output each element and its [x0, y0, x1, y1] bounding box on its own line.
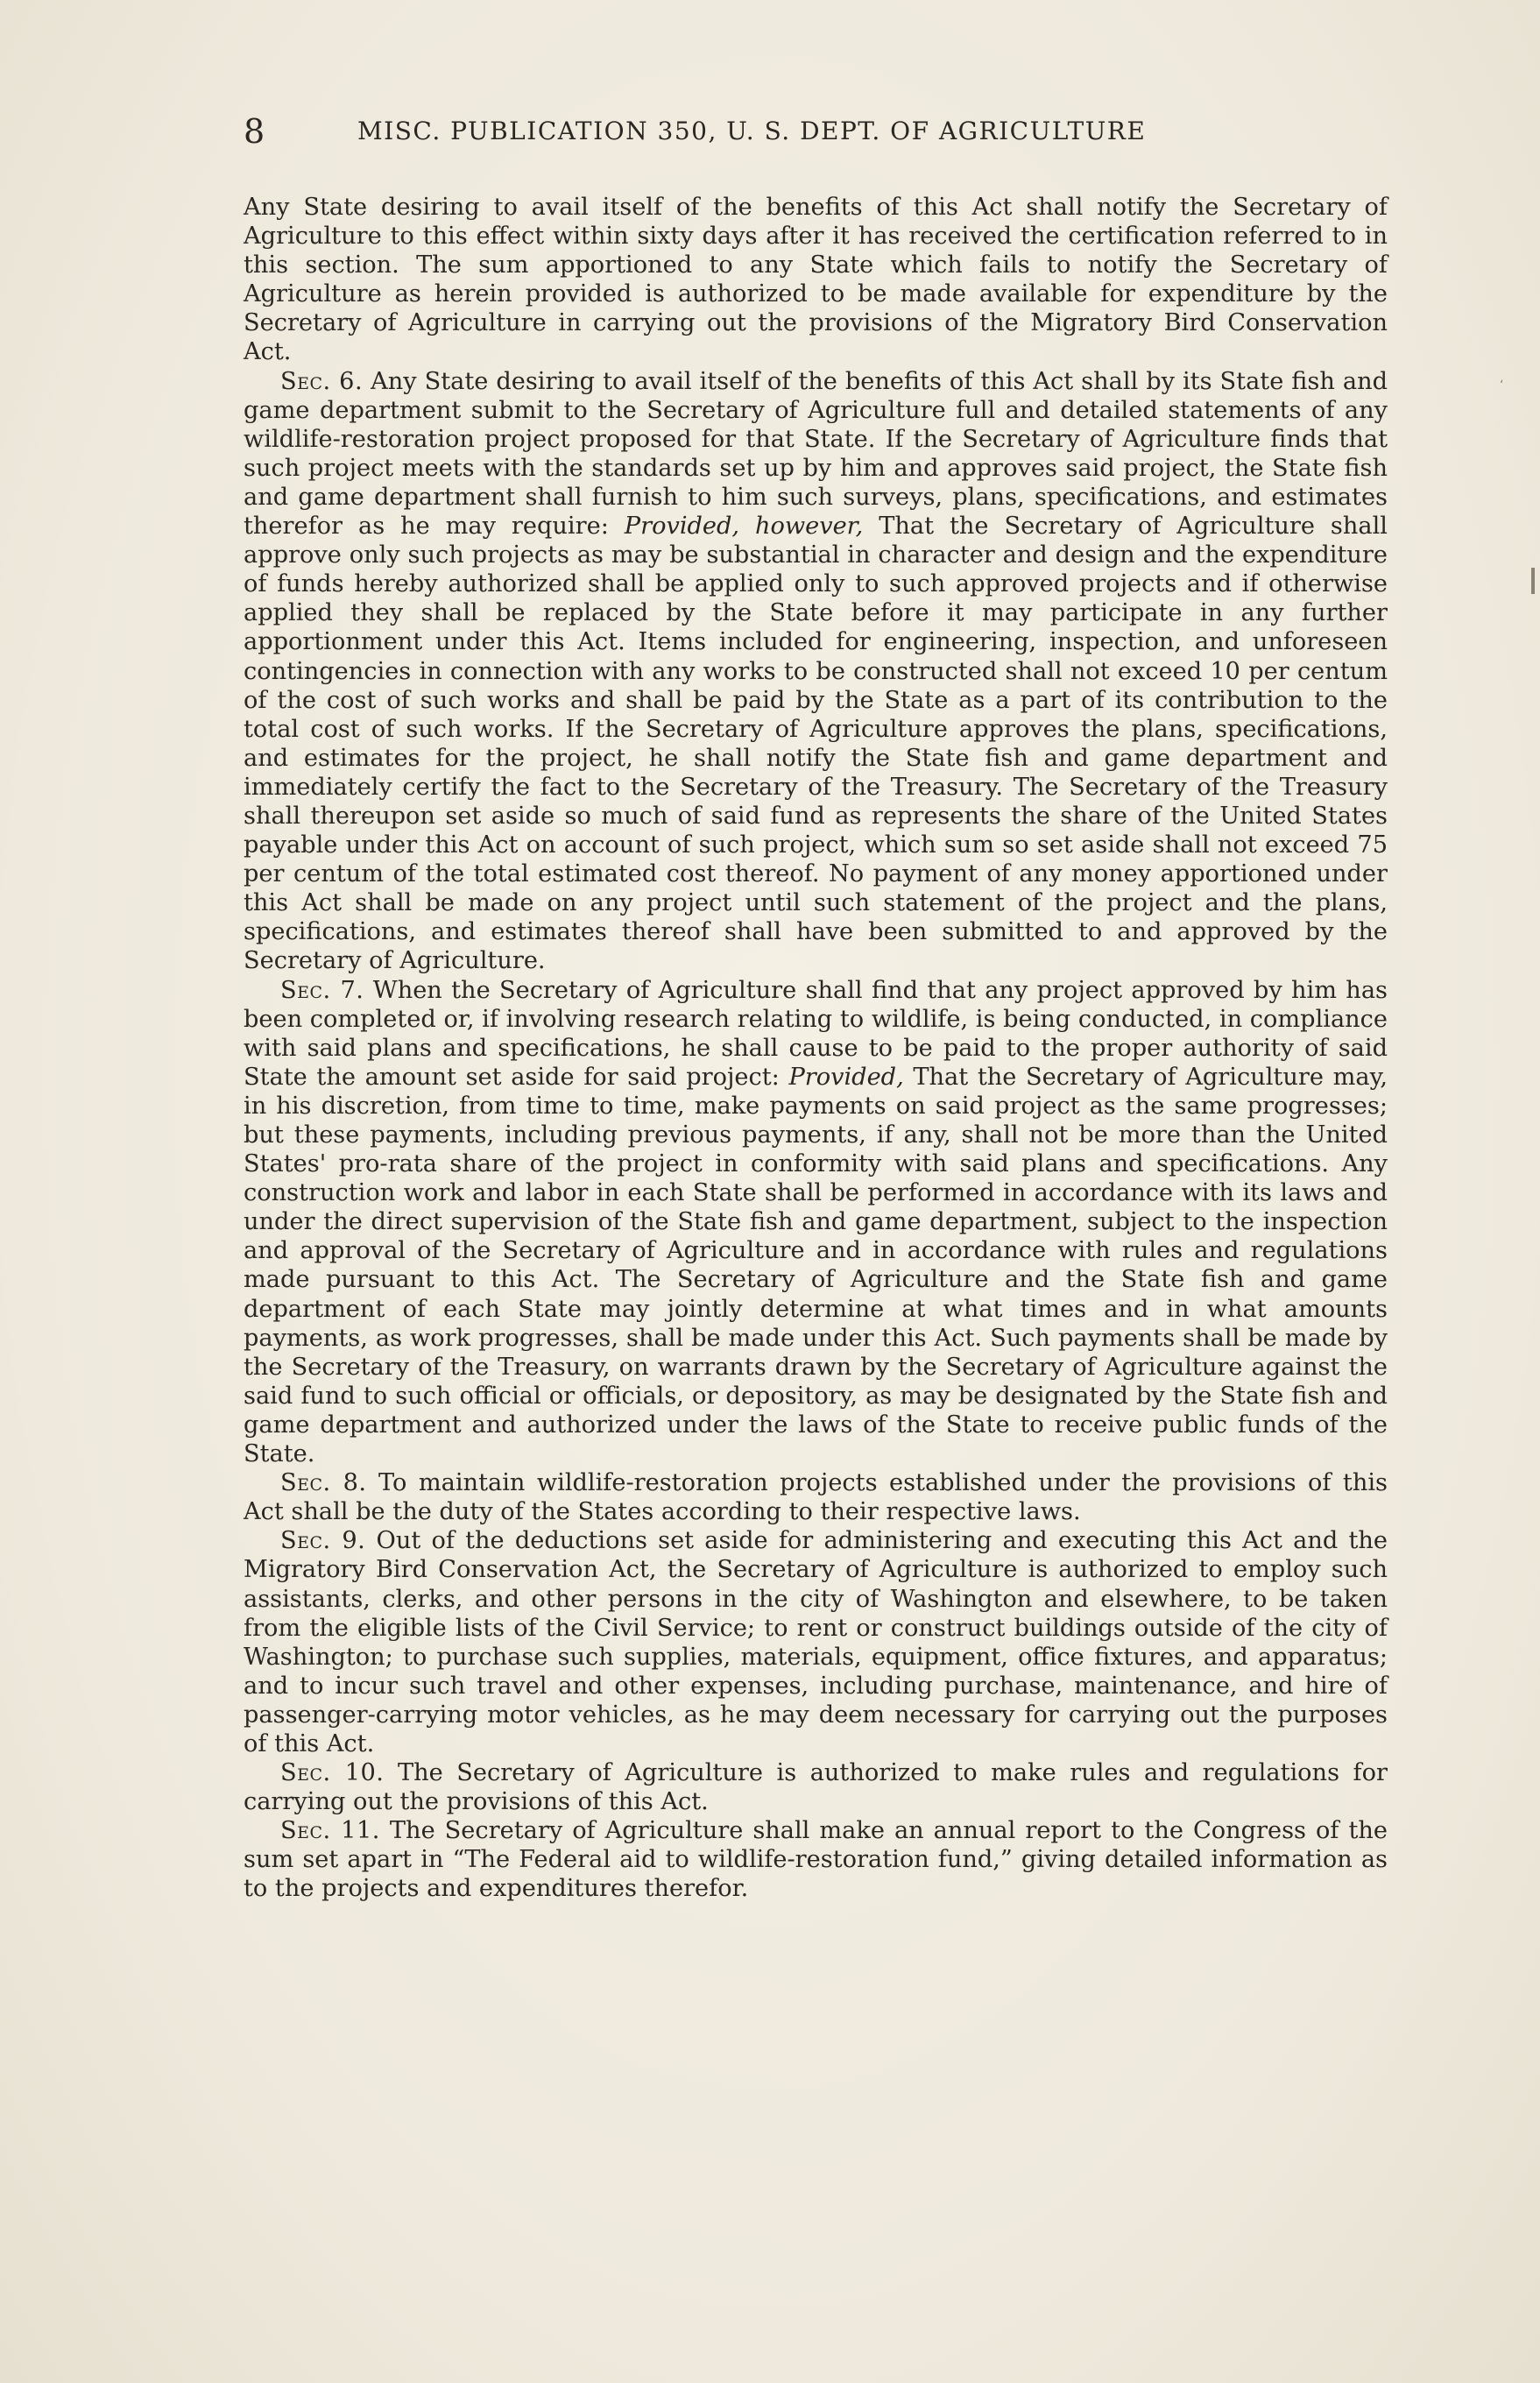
paragraph-text: That the Secretary of Agriculture shall approve only such projects as may be substantial in character and design and the expenditure of funds hereby authorized shall be applied only to such approved projects and if otherwise applied they shall be replaced by the State before it may participate in any further apportionment under this Act. Items included for engineering, inspection, and unforeseen contingencies in connection with any works to be constructed shall not exceed 10 per centum of the cost of such works and shall be paid by the State as a part of its contribution to the total cost of such works. If the Secretary of Agriculture approves the plans, specifications, and estimates for the project, he shall notify the State fish and game department and immediately certify the fact to the Secretary of the Treasury. The Secretary of the Treasury shall thereupon set aside so much of said fund as represents the share of the United States payable under this Act on account of such project, which sum so set aside shall not exceed 75 per centum of the total estimated cost thereof. No payment of any money apportioned under this Act shall be made on any project until such statement of the project and the plans, specifications, and estimates thereof shall have been submitted to and approved by the Secretary of Agriculture.	[244, 513, 1388, 975]
running-title: MISC. PUBLICATION 350, U. S. DEPT. OF AGRICULTURE	[357, 117, 1147, 145]
proviso-italic: Provided,	[788, 1063, 904, 1091]
paragraph-intro	[244, 193, 1388, 367]
paragraph-text: The Secretary of Agriculture is authorized to make rules and regulations for carrying out the provisions of this Act.	[244, 1759, 1388, 1816]
paragraph-text: Any State desiring to avail itself of the benefits of this Act shall by its State fish and game department submit to the Secretary of Agriculture full and detailed statements of any wildlife-restoration project proposed for that State. If the Secretary of Agriculture finds that such project meets with the standards set up by him and approves said project, the State fish and game department shall furnish to him such surveys, plans, specifications, and estimates therefor as he may require:	[244, 367, 1388, 541]
section-label: Sec. 11.	[280, 1817, 380, 1845]
paragraph-sec-11	[244, 1816, 1388, 1903]
paragraph-sec-6	[244, 367, 1388, 976]
paragraph-sec-9	[244, 1526, 1388, 1758]
paragraph-text: The Secretary of Agriculture shall make an annual report to the Congress of the sum set apart in “The Federal aid to wildlife-restoration fund,” giving detailed information as to the projects and expenditures therefor.	[244, 1817, 1388, 1903]
paragraph-sec-7	[244, 976, 1388, 1469]
body-text	[244, 193, 1388, 1904]
proviso-italic: Provided, however,	[624, 513, 864, 541]
section-label: Sec. 9.	[280, 1527, 366, 1555]
paragraph-text: When the Secretary of Agriculture shall find that any project approved by him has been completed or, if involving research relating to wildlife, is being conducted, in compliance with said plans and specifications, he shall cause to be paid to the proper authority of said State the amount set aside for said project:	[244, 976, 1388, 1091]
paragraph-text: To maintain wildlife-restoration projects established under the provisions of this Act shall be the duty of the States according to their respective laws.	[244, 1469, 1388, 1526]
page-number: 8	[244, 112, 265, 151]
running-head	[244, 112, 1277, 151]
section-label: Sec. 7.	[280, 976, 364, 1004]
section-label: Sec. 6.	[280, 367, 364, 395]
paragraph-text: Any State desiring to avail itself of the benefits of this Act shall notify the Secretary of Agriculture to this effect within sixty days after it has received the certification referred to in this section. The sum apportioned to any State which fails to notify the Secretary of Agriculture as herein provided is authorized to be made available for expenditure by the Secretary of Agriculture in carrying out the provisions of the Migratory Bird Conservation Act.	[244, 194, 1388, 366]
margin-tick-mark: ‘	[1500, 378, 1504, 392]
paragraph-text: That the Secretary of Agriculture may, in his discretion, from time to time, make payments on said project as the same progresses; but these payments, including previous payments, if any, shall not be more than the United States' pro-rata share of the project in conformity with said plans and specifications. Any construction work and labor in each State shall be performed in accordance with its laws and under the direct supervision of the State fish and game department, subject to the inspection and approval of the Secretary of Agriculture and in accordance with rules and regulations made pursuant to this Act. The Secretary of Agriculture and the State fish and game department of each State may jointly determine at what times and in what amounts payments, as work progresses, shall be made under this Act. Such payments shall be made by the Secretary of the Treasury, on warrants drawn by the Secretary of Agriculture against the said fund to such official or officials, or depository, as may be designated by the State fish and game department and authorized under the laws of the State to receive public funds of the State.	[244, 1063, 1388, 1468]
paragraph-sec-8	[244, 1468, 1388, 1526]
paragraph-text: Out of the deductions set aside for administering and executing this Act and the Migratory Bird Conservation Act, the Secretary of Agriculture is authorized to employ such assistants, clerks, and other persons in the city of Washington and elsewhere, to be taken from the eligible lists of the Civil Service; to rent or construct buildings outside of the city of Washington; to purchase such supplies, materials, equipment, office fixtures, and apparatus; and to incur such travel and other expenses, including purchase, maintenance, and hire of passenger-carrying motor vehicles, as he may deem necessary for carrying out the purposes of this Act.	[244, 1527, 1388, 1757]
paragraph-sec-10	[244, 1758, 1388, 1816]
section-label: Sec. 8.	[280, 1469, 367, 1497]
section-label: Sec. 10.	[280, 1759, 385, 1787]
margin-edge-mark	[1531, 568, 1535, 594]
